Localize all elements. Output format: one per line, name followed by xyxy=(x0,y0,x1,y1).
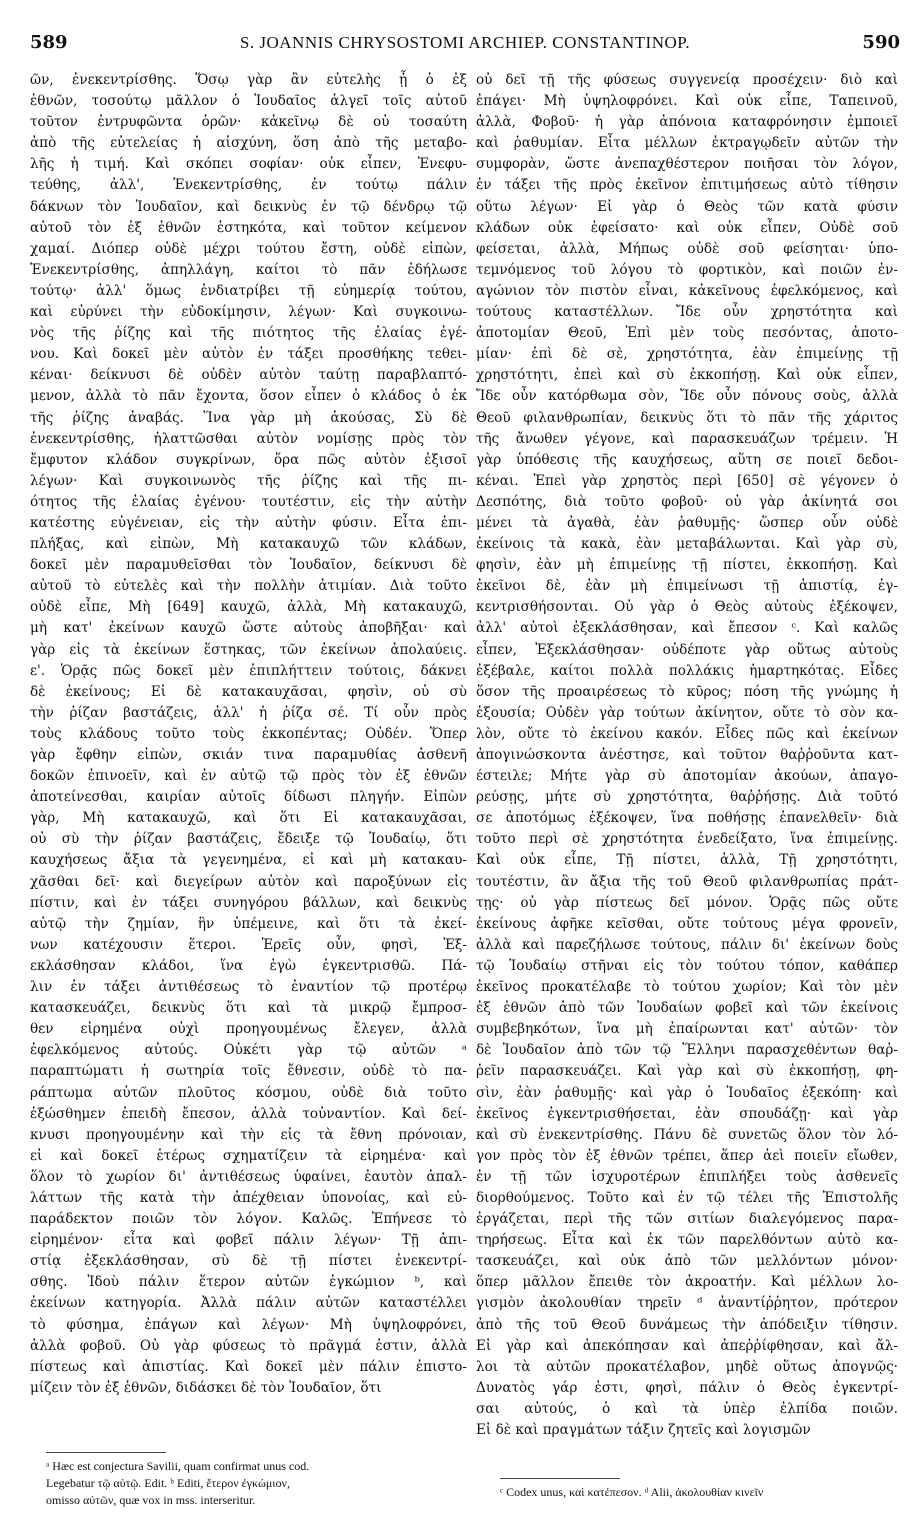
text-line: λιν ἐν τάξει ἀντιθέσεως τὸ ἐναντίον τῷ προτέρῳ xyxy=(30,979,467,996)
text-line: γὰρ ὑπόθεσις τῆς καυχήσεως, αὕτη σε ποιεῖ δεδοι- xyxy=(476,451,898,468)
text-line: έστειλε; Μήτε γὰρ σὺ ἀποτομίαν ἀκούων, ἀπαγο- xyxy=(476,768,898,785)
text-line: ἀλλὰ καὶ παρεζήλωσε τούτους, πάλιν δι' ἐκείνων δοὺς xyxy=(476,936,898,953)
text-line: τασκευάζει, καὶ οὐκ ἀπὸ τῶν μελλόντων μόνον· xyxy=(476,1253,898,1270)
text-line: ὅλον τὸ χωρίον δι' ἀντιθέσεως ὑφαίνει, ἑαυτὸν ἀπαλ- xyxy=(30,1168,467,1185)
text-line: ἐκείνοις τὰ κακὰ, ἐὰν μεταβάλωνται. Καὶ γὰρ σὺ, xyxy=(476,536,898,553)
text-line: ἀλλ' αὐτοὶ ἐξεκλάσθησαν, καὶ ἔπεσον ᶜ. Καὶ καλῶς xyxy=(476,620,898,637)
text-line: αὐτοῦ τὸ εὐτελὲς καὶ τὴν πολλὴν ἀτιμίαν. Διὰ τοῦτο xyxy=(30,578,467,595)
text-line: μενον, ἀλλὰ τὸ πᾶν ἔχοντα, ὅσον εἶπεν ὁ κλάδος ὁ ἐκ xyxy=(30,388,467,405)
text-line: Εἰ γὰρ καὶ ἀπεκόπησαν καὶ ἀπεῤῥίφθησαν, καὶ ἄλ- xyxy=(476,1337,898,1354)
text-line: τὸ φύσημα, ἐπάγων καὶ λέγων· Μὴ ὑψηλοφρόνει, xyxy=(30,1316,467,1333)
text-line: εἰρημένον· εἶτα καὶ φοβεῖ πάλιν λέγων· Τῇ ἀπι- xyxy=(30,1232,467,1249)
text-line: ότητος τῆς ἐλαίας ἐγένου· τουτέστιν, εἰς τὴν αὐτὴν xyxy=(30,493,467,510)
text-line: σθης. Ἰδοὺ πάλιν ἕτερον αὐτῶν ἐγκώμιον ᵇ, καὶ xyxy=(30,1274,467,1291)
text-line: μίζειν τὸν ἐξ ἐθνῶν, διδάσκει δὲ τὸν Ἰουδαῖον, ὅτι xyxy=(30,1379,382,1396)
page-header xyxy=(30,32,900,58)
text-line: νου. Καὶ δοκεῖ μὲν αὐτὸν ἐν τάξει προσθήκης τεθει- xyxy=(30,346,467,363)
text-line: δάκνων τὸν Ἰουδαῖον, καὶ δεικνὺς ἐν τῷ δένδρῳ τῷ xyxy=(30,198,467,215)
text-line: κλάδων οὐκ ἐφείσατο· καὶ οὐκ εἶπεν, Οὐδὲ σοῦ xyxy=(476,219,898,236)
footnotes-left xyxy=(46,1458,466,1509)
text-line: ὅπερ μᾶλλον ἔπειθε τὸν ἀκροατήν. Καὶ μέλλων λο- xyxy=(476,1274,898,1291)
text-line: θεν εἰρημένα οὐχὶ προηγουμένως ἔλεγεν, ἀλλὰ xyxy=(30,1021,467,1038)
text-line: οὐ σὺ τὴν ῥίζαν βαστάζεις, ἔδειξε τῷ Ἰουδαίῳ, ὅτι xyxy=(30,831,467,848)
running-title: S. JOANNIS CHRYSOSTOMI ARCHIEP. CONSTANTINOP. xyxy=(239,33,691,52)
text-line: δὲ ἐκείνους; Εἰ δὲ κατακαυχᾶσαι, φησὶν, οὐ σὺ xyxy=(30,683,467,700)
text-line: χᾶσθαι δεῖ· καὶ διεγείρων αὐτὸν καὶ παροξύνων εἰς xyxy=(30,873,467,890)
text-line: Legebatur τῷ αὐτῷ. Edit. ᵇ Editi, ἕτερον ἐγκώμιον, xyxy=(46,1476,290,1490)
text-line: κατέστης εὐγένειαν, εἰς τὴν αὐτὴν φύσιν. Εἶτα ἐπι- xyxy=(30,514,467,531)
text-line: ἐνεκεντρίσθης, ἡλαττῶσθαι αὐτὸν νομίσῃς πρὸς τὸν xyxy=(30,430,467,447)
text-line: λέγων· Καὶ συγκοινωνὸς τῆς ῥίζης καὶ τῆς πι- xyxy=(30,472,467,489)
text-line: ἐξουσία; Οὐδὲν γὰρ τούτων ἀκίνητον, οὔτε τὸ σὸν κα- xyxy=(476,704,898,721)
text-line: παράδεκτον ποιῶν τὸν λόγον. Καλῶς. Ἐπήνεσε τὸ xyxy=(30,1211,467,1228)
text-line: Ἴδε οὖν κατόρθωμα σὸν, Ἴδε οὖν πόνους σοὺς, ἀλλὰ xyxy=(476,388,898,405)
text-line: καὶ σὺ ἐνεκεντρίσθης. Πάνυ δὲ συνετῶς ὅλον τὸν λό- xyxy=(476,1126,898,1143)
footnote-rule-right xyxy=(500,1478,620,1479)
text-line: αὐτοῦ τὸν ἐξ ἐθνῶν ἑστηκότα, καὶ τοῦτον κείμενον xyxy=(30,219,467,236)
text-line: φησὶν, ἐὰν μὴ ἐπιμείνῃς τῇ πίστει, ἐκκοπήσῃ. Καὶ xyxy=(476,557,898,574)
text-line: ἐν τῇ τῶν ἰσχυροτέρων ἐπιπλήξει τοὺς ἀσθενεῖς xyxy=(476,1168,898,1185)
text-line: τῃς· οὐ γὰρ πίστεως δεῖ μόνον. Ὁρᾷς πῶς οὔτε xyxy=(476,894,898,911)
text-line: τῷ Ἰουδαίῳ στῆναι εἰς τὸν τούτου τόπον, καθάπερ xyxy=(476,957,898,974)
text-line: ἀπὸ τῆς εὐτελείας ἡ αἰσχύνη, ὅση ἀπὸ τῆς μεταβο- xyxy=(30,135,467,152)
text-line: γον πρὸς τὸν ἐξ ἐθνῶν τρέπει, ἅπερ ἀεὶ ποιεῖν εἴωθεν, xyxy=(476,1147,898,1164)
text-line: νων κατέχουσιν ἕτεροι. Ἐρεῖς οὖν, φησὶ, Ἐξ- xyxy=(30,936,467,953)
footnote-rule-left xyxy=(46,1452,166,1453)
text-line: ἀπὸ τῆς τοῦ Θεοῦ δυνάμεως τὴν ἀπόδειξιν τίθησιν. xyxy=(476,1316,898,1333)
text-line: δὲ Ἰουδαῖον ἀπὸ τῶν τῷ Ἕλληνι παρασχεθέντων θαῤ- xyxy=(476,1042,898,1059)
text-line: ε'. Ὁρᾷς πῶς δοκεῖ μὲν ἐπιπλήττειν τούτοις, δάκνει xyxy=(30,662,467,679)
text-line: σὶν, ἐὰν ῥαθυμῇς· καὶ γὰρ ὁ Ἰουδαῖος ἐξεκόπη· καὶ xyxy=(476,1084,898,1101)
text-line: καὶ εὐρύνει τὴν εὐδοκίμησιν, λέγων· Καὶ συγκοινω- xyxy=(30,304,467,321)
text-line: εκλάσθησαν κλάδοι, ἵνα ἐγὼ ἐγκεντρισθῶ. Πά- xyxy=(30,957,467,974)
text-line: τοὺς κλάδους τοῦτο τοὺς ἐκκοπέντας; Οὐδέν. Ὅπερ xyxy=(30,725,467,742)
text-line: τῆς ἄνωθεν γέγονε, καὶ παρασκευάζων τρέμειν. Ἡ xyxy=(476,430,898,447)
text-line: αὐτῷ τὴν ζημίαν, ἣν ὑπέμεινε, καὶ ὅτι τὰ ἐκεί- xyxy=(30,915,467,932)
text-line: χαμαί. Διόπερ οὐδὲ μέχρι τούτου ἔστη, οὐδὲ εἰπὼν, xyxy=(30,240,467,257)
text-line: κνυσι προηγουμένην καὶ τὴν εἰς τὰ ἔθνη πρόνοιαν, xyxy=(30,1126,467,1143)
footnotes-right xyxy=(500,1484,900,1501)
text-line: omisso αὐτῶν, quæ vox in mss. interseritur. xyxy=(46,1493,256,1507)
text-line: ἐν τάξει τῆς πρὸς ἐκεῖνον ἐπιτιμήσεως αὐτὸ τίθησιν xyxy=(476,177,898,194)
text-line: λοι τὰ αὐτῶν προκατέλαβον, μηδὲ οὕτως ἀπογνῷς· xyxy=(476,1358,898,1375)
text-line: ἐφελκόμενος αὐτούς. Οὐκέτι γὰρ τῷ αὐτῶν ᵃ xyxy=(30,1042,467,1059)
text-line: μένει τὰ ἀγαθὰ, ἐὰν ῥαθυμῇς· ὥσπερ οὖν οὐδὲ xyxy=(476,514,898,531)
text-line: τουτέστιν, ἂν ἄξια τῆς τοῦ Θεοῦ φιλανθρωπίας πράτ- xyxy=(476,873,898,890)
text-line: στίᾳ ἐξεκλάσθησαν, σὺ δὲ τῇ πίστει ἐνεκεντρί- xyxy=(30,1253,467,1270)
text-line: ἐξώσθημεν ἐπειδὴ ἔπεσον, ἀλλὰ τοὐναντίον. Καὶ δεί- xyxy=(30,1105,467,1122)
text-line: τούτους καταστέλλων. Ἴδε οὖν χρηστότητα καὶ xyxy=(476,304,898,321)
text-line: αγώνιον τὸν πιστὸν εἶναι, κἀκεῖνους ἐφελκόμενος, καὶ xyxy=(476,282,898,299)
text-line: ράπτωμα αὐτῶν πλοῦτος κόσμου, οὐδὲ διὰ τοῦτο xyxy=(30,1084,467,1101)
text-line: παραπτώματι ἡ σωτηρία τοῖς ἔθνεσιν, οὐδὲ τὸ πα- xyxy=(30,1063,467,1080)
text-line: διορθούμενος. Τοῦτο καὶ ἐν τῷ τέλει τῆς Ἐπιστολῆς xyxy=(476,1189,898,1206)
text-line: κέναι. Ἐπεὶ γὰρ χρηστὸς περὶ [650] σὲ γέγονεν ὁ xyxy=(476,472,898,489)
text-line: τοῦτο περὶ σὲ χρηστότητα ἐνεδείξατο, ἵνα ἐπιμείνῃς. xyxy=(476,831,898,848)
text-line: ἀποτομίαν Θεοῦ, Ἐπὶ μὲν τοὺς πεσόντας, ἀποτο- xyxy=(476,325,898,342)
text-line: φείσεται, ἀλλὰ, Μήπως οὐδὲ σοῦ φείσηται· ὑπο- xyxy=(476,240,898,257)
text-line: ἐκεῖνος προκατέλαβε τὸ τούτου χωρίον; Καὶ τὸν μὲν xyxy=(476,979,898,996)
text-line: συμφορὰν, ὥστε ἀνεπαχθέστερον ποιῆσαι τὸν λόγον, xyxy=(476,156,898,173)
text-line: λάττων τῆς κατὰ τὴν ἀπέχθειαν ὑπονοίας, καὶ εὐ- xyxy=(30,1189,467,1206)
text-line: τεύθης, ἀλλ', Ἐνεκεντρίσθης, ἐν τούτῳ πάλιν xyxy=(30,177,467,194)
text-line: ἐκεῖνος ἐγκεντρισθήσεται, ἐὰν σπουδάζῃ· καὶ γὰρ xyxy=(476,1105,898,1122)
text-line: ἐξέβαλε, καίτοι πολλὰ πολλάκις ἡμαρτηκότας. Εἶδες xyxy=(476,662,898,679)
text-line: τηρήσεως. Εἶτα καὶ ἐκ τῶν παρελθόντων αὐτὸ κα- xyxy=(476,1232,898,1249)
text-line: Δεσπότης, διὰ τοῦτο φοβοῦ· οὐ γὰρ ἀκίνητά σοι xyxy=(476,493,898,510)
text-line: ᶜ Codex unus, καὶ κατέπεσον. ᵈ Alii, ἀκολουθίαν κινεῖν xyxy=(500,1485,764,1499)
text-line: καὶ ῥαθυμίαν. Εἶτα μέλλων ἐκτραγῳδεῖν αὐτῶν τὴν xyxy=(476,135,898,152)
text-line: πίστεως καὶ ἀπιστίας. Καὶ δοκεῖ μὲν πάλιν ἐπιστο- xyxy=(30,1358,467,1375)
text-line: ᵃ Hæc est conjectura Savilii, quam confirmat unus cod. xyxy=(46,1459,310,1473)
text-line: Καὶ οὐκ εἶπε, Τῇ πίστει, ἀλλὰ, Τῇ χρηστότητι, xyxy=(476,852,898,869)
text-line: ῶν, ἐνεκεντρίσθης. Ὅσῳ γὰρ ἂν εὐτελὴς ᾖ ὁ ἐξ xyxy=(30,72,467,88)
text-line: σαι αὐτούς, ὁ καὶ τὰ ὑπὲρ ἐλπίδα ποιῶν. xyxy=(476,1400,898,1417)
text-line: σε ἀποτόμως ἐξέκοψεν, ἵνα ποθήσῃς ἐπανελθεῖν· διὰ xyxy=(476,810,898,827)
left-column xyxy=(30,70,467,1399)
text-line: ῥεῖν παρασκευάζει. Καὶ γὰρ καὶ σὺ ἐκκοπήσῃ, φη- xyxy=(476,1063,898,1080)
text-line: ἐκείνους ἀφῆκε κεῖσθαι, οὔτε τούτους μέγα φρονεῖν, xyxy=(476,915,898,932)
text-line: γὰρ ἔφθην εἰπὼν, σκιάν τινα παραμυθίας ἀσθενῆ xyxy=(30,747,467,763)
text-line: τὴν ῥίζαν βαστάζεις, ἀλλ' ἡ ῥίζα σέ. Τί οὖν πρὸς xyxy=(30,704,467,721)
text-line: καυχήσεως ἄξια τὰ γεγενημένα, εἰ καὶ μὴ κατακαυ- xyxy=(30,852,467,869)
text-line: λὸν, οὔτε τὸ ἐκείνου κακόν. Εἶδες πῶς καὶ ἐκείνων xyxy=(476,725,898,742)
text-line: εἰ καὶ δοκεῖ ἑτέρως σχηματίζειν τὰ εἰρημένα· καὶ xyxy=(30,1147,467,1164)
text-line: εἶπεν, Ἐξεκλάσθησαν· οὐδέποτε γὰρ οὕτως αὐτοὺς xyxy=(476,641,898,658)
text-line: ἀποτείνεσθαι, καιρίαν αὐτοῖς δίδωσι πληγήν. Εἰπὼν xyxy=(30,789,467,806)
text-line: κατασκευάζει, δεικνὺς ὅτι καὶ τὰ μικρῷ ἔμπροσ- xyxy=(30,1000,467,1017)
text-line: συμβεβηκότων, ἵνα μὴ ἐπαίρωνται κατ' αὐτῶν· τὸν xyxy=(476,1021,898,1038)
text-line: ἐργάζεται, περὶ τῆς τῶν σιτίων διαλεγόμενος παρα- xyxy=(476,1211,898,1228)
text-line: ἐθνῶν, τοσούτῳ μᾶλλον ὁ Ἰουδαῖος ἀλγεῖ τοῖς αὐτοῦ xyxy=(30,93,467,110)
text-line: Ἐνεκεντρίσθης, ἀπηλλάγη, καίτοι τὸ πᾶν ἐδήλωσε xyxy=(30,261,467,278)
text-line: γισμὸν ἀκολουθίαν τηρεῖν ᵈ ἀναντίῤῥητον, πρότερον xyxy=(476,1295,898,1312)
text-line: ἐπάγει· Μὴ ὑψηλοφρόνει. Καὶ οὐκ εἶπε, Ταπεινοῦ, xyxy=(476,93,898,110)
text-line: Δυνατὸς γάρ ἐστι, φησὶ, πάλιν ὁ Θεὸς ἐγκεντρί- xyxy=(476,1379,898,1396)
text-line: πλήξας, καὶ εἰπὼν, Μὴ κατακαυχῶ τῶν κλάδων, xyxy=(30,536,467,553)
text-line: οὐ δεῖ τῇ τῆς φύσεως συγγενείᾳ προσέχειν· διὸ καὶ xyxy=(476,72,898,88)
text-line: τεμνόμενος τοῦ λόγου τὸ φορτικὸν, καὶ ποιῶν ἐν- xyxy=(476,261,898,278)
text-line: ἐξ ἐθνῶν ἀπὸ τῶν Ἰουδαίων φοβεῖ καὶ τῶν ἐκείνοις xyxy=(476,1000,898,1017)
text-line: οὐδὲ εἶπε, Μὴ [649] καυχῶ, ἀλλὰ, Μὴ κατακαυχῶ, xyxy=(30,599,467,616)
text-line: δοκεῖ μὲν παραμυθεῖσθαι τὸν Ἰουδαῖον, δείκνυσι δὲ xyxy=(30,557,467,574)
text-line: χρηστότητι, ἐπεὶ καὶ σὺ ἐκκοπήσῃ. Καὶ οὐκ εἶπεν, xyxy=(476,367,898,384)
page-number-left: 589 xyxy=(30,32,68,53)
text-line: ἀπογινώσκοντα ἀνέστησε, καὶ τοῦτον θαῤῥοῦντα κατ- xyxy=(476,747,898,763)
text-line: ἔμφυτον κλάδον συγκρίνων, ὅρα πῶς αὐτὸν ἐξισοῖ xyxy=(30,451,467,468)
text-line: Εἰ δὲ καὶ πραγμάτων τάξιν ζητεῖς καὶ λογισμῶν xyxy=(476,1422,811,1438)
text-line: γὰρ, Μὴ κατακαυχῶ, καὶ ὅτι Εἰ κατακαυχᾶσαι, xyxy=(30,810,467,827)
text-line: ἀλλὰ φοβοῦ. Οὐ γὰρ φύσεως τὸ πρᾶγμά ἐστιν, ἀλλὰ xyxy=(30,1337,467,1354)
text-line: Θεοῦ φιλανθρωπίαν, δεικνὺς ὅτι τὸ πᾶν τῆς χάριτος xyxy=(476,409,898,426)
text-line: τούτῳ· ἀλλ' ὅμως ἐνδιατρίβει τῇ εὐημερίᾳ τούτου, xyxy=(30,282,467,299)
text-line: λῆς ἡ τιμή. Καὶ σκόπει σοφίαν· οὐκ εἶπεν, Ἐνεφυ- xyxy=(30,156,467,173)
text-line: τῆς ῥίζης ἀναβάς. Ἵνα γὰρ μὴ ἀκούσας, Σὺ δὲ xyxy=(30,409,467,426)
text-line: ἐκεῖνοι δὲ, ἐὰν μὴ ἐπιμείνωσι τῇ ἀπιστίᾳ, ἐγ- xyxy=(476,578,898,595)
text-line: κεντρισθήσονται. Οὐ γὰρ ὁ Θεὸς αὐτοὺς ἐξέκοψεν, xyxy=(476,599,898,616)
right-column xyxy=(476,70,898,1441)
page-number-right: 590 xyxy=(862,32,900,53)
text-line: κέναι· δείκνυσι δὲ οὐδὲν αὐτὸν ταύτῃ παραβλαπτό- xyxy=(30,367,467,384)
text-line: νὸς τῆς ῥίζης καὶ τῆς πιότητος τῆς ἐλαίας ἐγέ- xyxy=(30,325,467,342)
text-line: δοκῶν ἐπινοεῖν, καὶ ἐν αὐτῷ τῷ πρὸς τὸν ἐξ ἐθνῶν xyxy=(30,768,467,785)
text-line: πίστιν, καὶ ἐν τάξει συνηγόρου βάλλων, καὶ δεικνὺς xyxy=(30,894,467,911)
text-line: μὴ κατ' ἐκείνων καυχῶ ὥστε αὐτοὺς ἀποβῆξαι· καὶ xyxy=(30,620,467,637)
text-line: οὕτω λέγων· Εἰ γὰρ ὁ Θεὸς τῶν κατὰ φύσιν xyxy=(476,198,898,215)
text-line: ὅσον τῆς προαιρέσεως τὸ κῦρος; πόση τῆς γνώμης ἡ xyxy=(476,683,898,700)
text-line: τοῦτον ἐντρυφῶντα ὁρῶν· κἀκεῖνῳ δὲ οὐ τοσαύτη xyxy=(30,114,467,131)
text-line: γὰρ εἰς τὰ ἐκείνων ἕστηκας, τῶν ἐκείνων ἀπολαύεις. xyxy=(30,641,467,658)
text-line: μίαν· ἐπὶ δὲ σὲ, χρηστότητα, ἐὰν ἐπιμείνῃς τῇ xyxy=(476,346,898,363)
text-line: ἐκείνων κατηγορία. Ἀλλὰ πάλιν αὐτῶν καταστέλλει xyxy=(30,1295,467,1312)
text-line: ἀλλὰ, Φοβοῦ· ἡ γὰρ ἀπόνοια καταφρόνησιν ἐμποιεῖ xyxy=(476,114,898,131)
text-line: ρεύσῃς, μήτε σὺ χρηστότητα, θαῤῥήσῃς. Διὰ τοῦτό xyxy=(476,789,898,806)
